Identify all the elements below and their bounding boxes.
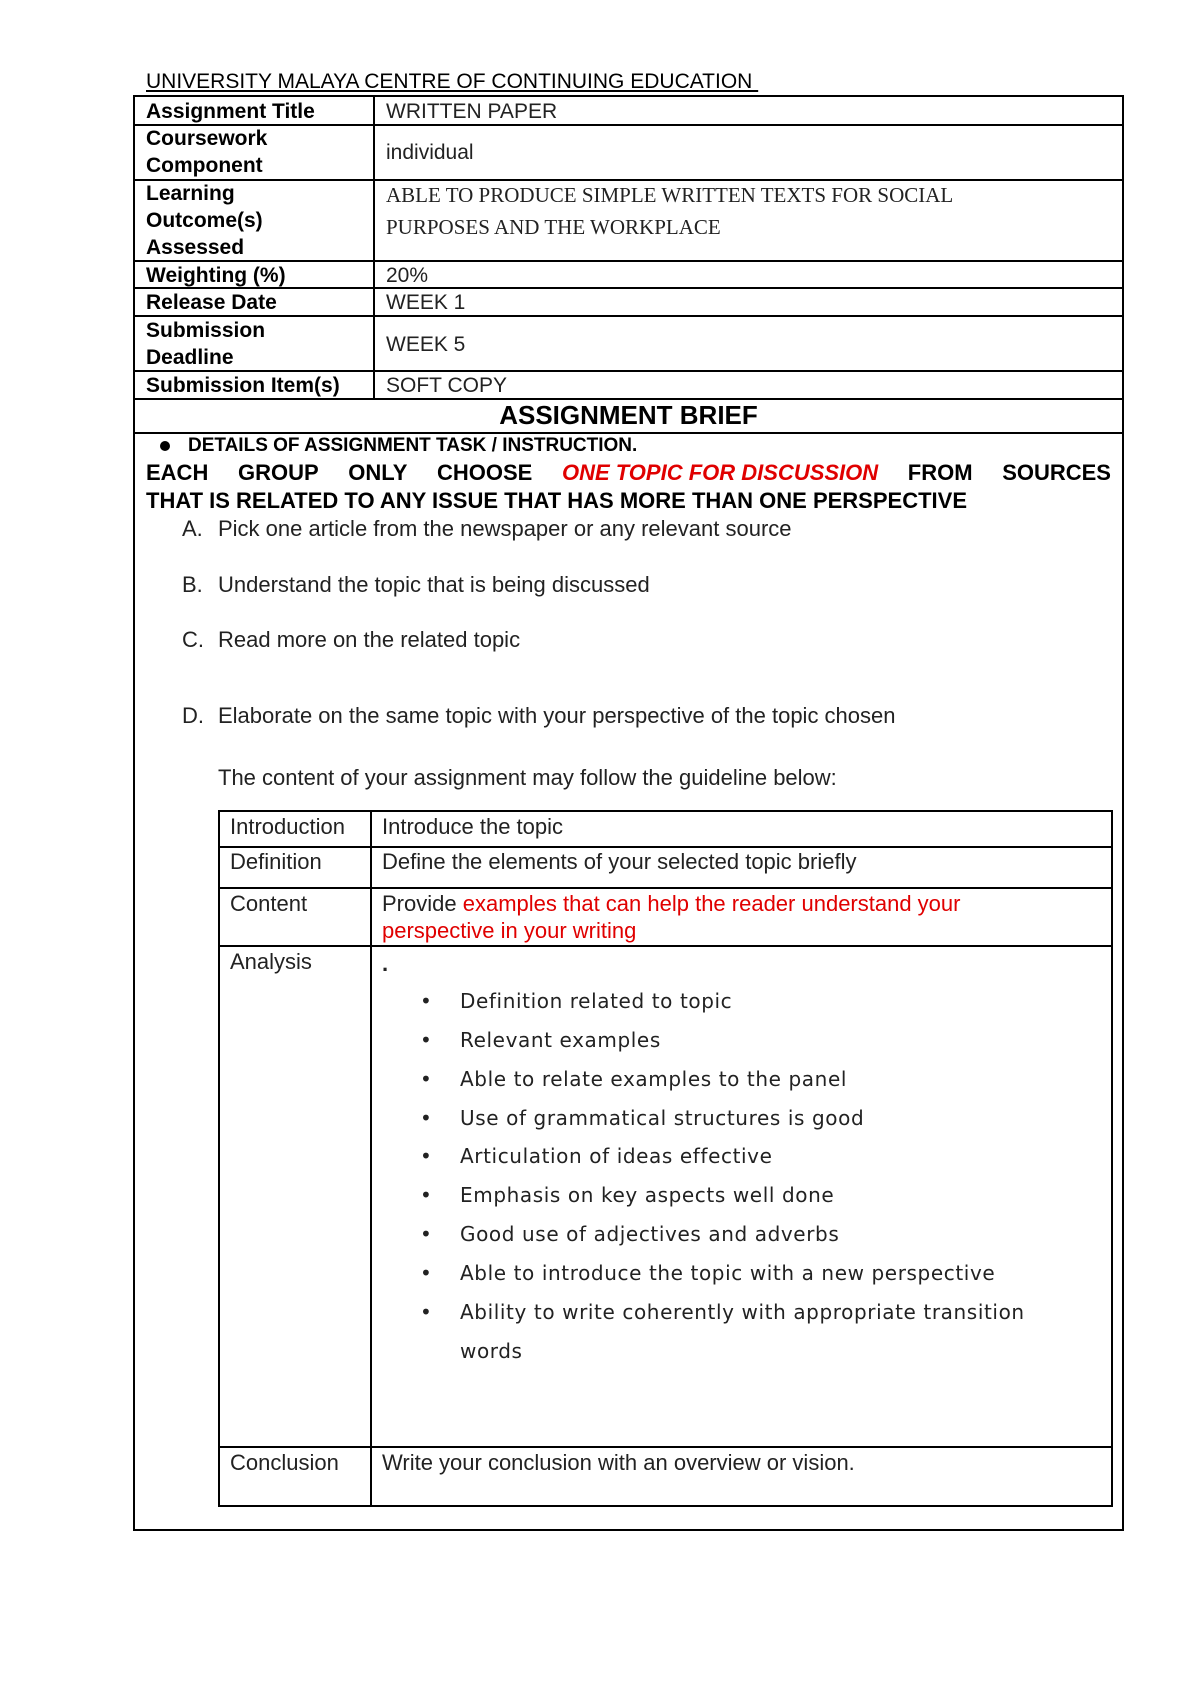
label-coursework-component-line1: Coursework (146, 127, 268, 150)
table-row-divider (218, 887, 1113, 889)
row-divider (133, 315, 1124, 317)
step-d (182, 702, 896, 730)
value-weighting: 20% (386, 264, 429, 287)
analysis-bullet-text: words (460, 1339, 523, 1363)
bullet-icon: • (420, 1067, 433, 1091)
details-heading (160, 435, 637, 457)
group-instruction-line2: THAT IS RELATED TO ANY ISSUE THAT HAS MORE THAN ONE PERSPECTIVE (146, 488, 967, 513)
instruction-word: EACH (146, 460, 209, 485)
bullet-icon: • (420, 1300, 433, 1324)
label-release-date: Release Date (146, 291, 277, 314)
label-submission-deadline-line1: Submission (146, 319, 266, 342)
step-text: Understand the topic that is being discussed (218, 572, 650, 597)
column-divider (373, 95, 375, 398)
text-content-line2: perspective in your writing (382, 918, 637, 943)
analysis-bullet-text: Articulation of ideas effective (460, 1144, 773, 1168)
label-assignment-title: Assignment Title (146, 100, 315, 123)
bullet-icon: • (420, 989, 433, 1013)
group-instruction-line1 (146, 459, 1111, 486)
bullet-icon: • (420, 1144, 433, 1168)
section-content: Content (230, 891, 308, 916)
analysis-bullet-text: Definition related to topic (460, 989, 733, 1013)
section-definition: Definition (230, 849, 322, 874)
analysis-lead: . (382, 951, 389, 976)
analysis-bullet (420, 987, 733, 1015)
label-weighting: Weighting (%) (146, 264, 286, 287)
label-submission-items: Submission Item(s) (146, 374, 340, 397)
step-b (182, 571, 650, 599)
step-letter: C. (182, 627, 204, 652)
label-learning-outcome-line3: Assessed (146, 236, 245, 259)
analysis-bullet (420, 1259, 996, 1287)
text-content-line1 (382, 890, 1102, 918)
value-learning-outcome-line2: PURPOSES AND THE WORKPLACE (386, 215, 721, 239)
label-learning-outcome-line2: Outcome(s) (146, 209, 263, 232)
value-release-date: WEEK 1 (386, 291, 466, 314)
step-text: Pick one article from the newspaper or any relevant source (218, 516, 792, 541)
label-coursework-component-line2: Component (146, 154, 263, 177)
analysis-bullet-continuation (460, 1337, 523, 1365)
instruction-word: ONLY (348, 460, 408, 485)
step-letter: A. (182, 516, 203, 541)
analysis-bullet-text: Good use of adjectives and adverbs (460, 1222, 840, 1246)
value-submission-items: SOFT COPY (386, 374, 507, 397)
instruction-word: SOURCES (1002, 460, 1111, 485)
value-assignment-title: WRITTEN PAPER (386, 100, 558, 123)
step-letter: D. (182, 703, 204, 728)
bullet-icon: • (420, 1261, 433, 1285)
text-introduction: Introduce the topic (382, 814, 564, 839)
step-text: Read more on the related topic (218, 627, 521, 652)
bullet-icon: • (420, 1028, 433, 1052)
text-conclusion: Write your conclusion with an overview or vision. (382, 1450, 855, 1475)
institution-title: UNIVERSITY MALAYA CENTRE OF CONTINUING EDUCATION (146, 70, 759, 93)
analysis-bullet-text: Relevant examples (460, 1028, 661, 1052)
assignment-brief-heading: ASSIGNMENT BRIEF (499, 400, 758, 430)
step-text: Elaborate on the same topic with your perspective of the topic chosen (218, 703, 896, 728)
label-learning-outcome-line1: Learning (146, 182, 235, 205)
analysis-bullet-text: Ability to write coherently with appropriate transition (460, 1300, 1025, 1324)
table-row-divider (218, 1446, 1113, 1448)
guideline-intro: The content of your assignment may follow the guideline below: (218, 765, 837, 790)
instruction-word: CHOOSE (437, 460, 533, 485)
bullet-icon (160, 441, 170, 451)
content-red: examples that can help the reader understand your (462, 891, 961, 916)
analysis-bullet-text: Able to introduce the topic with a new perspective (460, 1261, 996, 1285)
step-c (182, 626, 520, 654)
step-a (182, 515, 792, 543)
section-analysis: Analysis (230, 949, 312, 974)
text-definition: Define the elements of your selected topic briefly (382, 849, 857, 874)
section-introduction: Introduction (230, 814, 345, 839)
analysis-bullet (420, 1220, 840, 1248)
label-submission-deadline-line2: Deadline (146, 346, 234, 369)
bullet-icon: • (420, 1183, 433, 1207)
value-coursework-component: individual (386, 141, 474, 164)
analysis-bullet-text: Able to relate examples to the panel (460, 1067, 848, 1091)
analysis-bullet (420, 1298, 1025, 1326)
analysis-bullet (420, 1104, 865, 1132)
value-submission-deadline: WEEK 5 (386, 333, 466, 356)
instruction-highlight: ONE TOPIC FOR DISCUSSION (561, 460, 879, 485)
analysis-bullet-text: Emphasis on key aspects well done (460, 1183, 835, 1207)
section-conclusion: Conclusion (230, 1450, 339, 1475)
value-learning-outcome-line1: ABLE TO PRODUCE SIMPLE WRITTEN TEXTS FOR SOCIAL (386, 183, 954, 207)
analysis-bullet (420, 1181, 835, 1209)
analysis-bullet (420, 1142, 773, 1170)
table-column-divider (370, 810, 372, 1507)
analysis-bullet-text: Use of grammatical structures is good (460, 1106, 865, 1130)
bullet-icon: • (420, 1106, 433, 1130)
step-letter: B. (182, 572, 203, 597)
analysis-bullet (420, 1065, 848, 1093)
table-row-divider (218, 945, 1113, 947)
instruction-word: FROM (907, 460, 973, 485)
details-heading-text: DETAILS OF ASSIGNMENT TASK / INSTRUCTION. (188, 435, 638, 456)
bullet-icon: • (420, 1222, 433, 1246)
row-divider (133, 432, 1124, 434)
analysis-bullet (420, 1026, 661, 1054)
instruction-word: GROUP (237, 460, 319, 485)
content-plain: Provide (382, 891, 463, 916)
